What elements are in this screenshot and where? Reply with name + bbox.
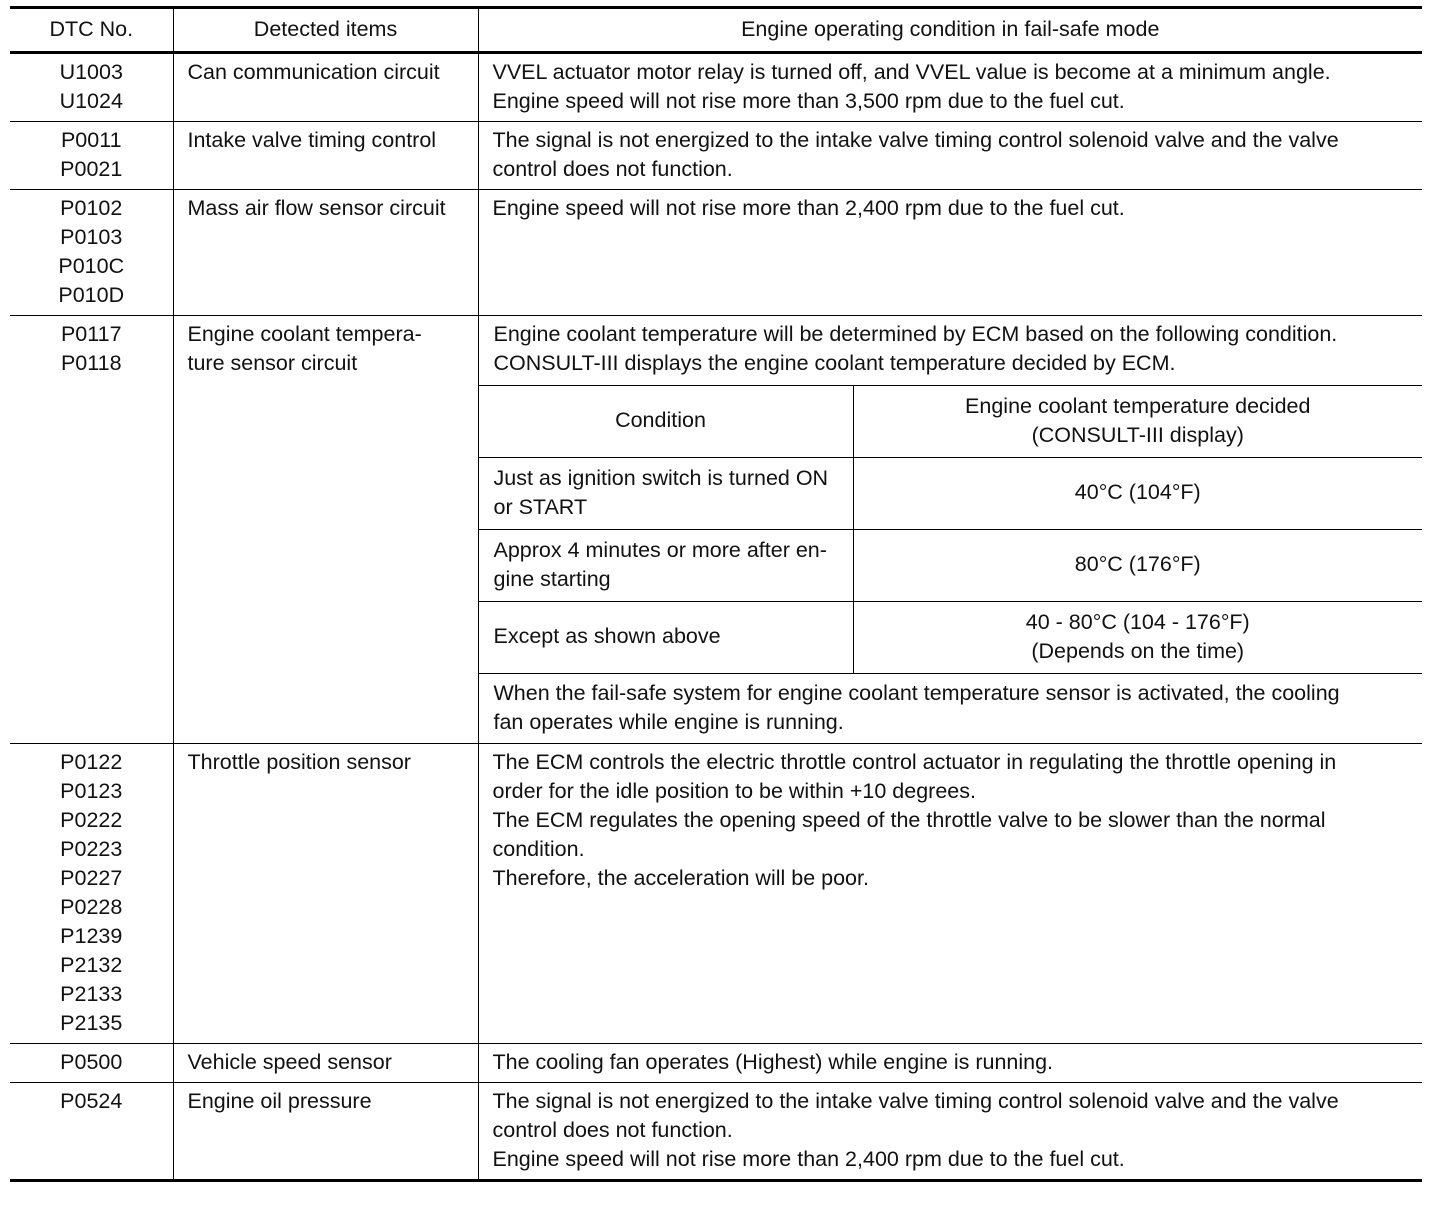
condition-line: When the fail-safe system for engine coolant temperature sensor is activated, the cooling: [493, 681, 1340, 705]
detected-item: Vehicle speed sensor: [173, 1044, 478, 1083]
subtable-decided: 80°C (176°F): [853, 530, 1422, 602]
subtable-header-line: (CONSULT-III display): [1031, 422, 1244, 447]
condition-cell: [478, 316, 1422, 744]
table-row: [10, 744, 1422, 1044]
condition-line: The ECM controls the electric throttle control actuator in regulating the throttle opening in: [492, 750, 1337, 774]
dtc-code: P2132: [60, 953, 123, 977]
dtc-cell: [10, 122, 173, 190]
dtc-code: P2133: [60, 982, 123, 1006]
dtc-code: P0227: [60, 866, 123, 890]
fail-safe-table: [10, 6, 1422, 1182]
dtc-code: P0011: [60, 128, 122, 152]
condition-line: order for the idle position to be within +10 degrees.: [492, 779, 976, 803]
dtc-code: P010C: [58, 254, 125, 278]
dtc-code: P0021: [60, 157, 123, 181]
condition-line: The signal is not energized to the intake valve timing control solenoid valve and the valve: [492, 1089, 1339, 1113]
condition-cell: [478, 190, 1422, 316]
dtc-code: P0228: [60, 895, 123, 919]
subtable-condition: Except as shown above: [479, 602, 854, 674]
dtc-cell: [10, 1044, 173, 1083]
dtc-code: P2135: [60, 1011, 123, 1035]
dtc-code: P0123: [60, 779, 123, 803]
fail-safe-document: [10, 6, 1422, 1182]
condition-line: The signal is not energized to the intake valve timing control solenoid valve and the valve: [492, 128, 1339, 152]
condition-cell: [478, 1044, 1422, 1083]
condition-line: condition.: [492, 837, 585, 861]
subtable-row: [479, 458, 1423, 530]
subtable-decided: [853, 602, 1422, 674]
dtc-code: P0122: [60, 750, 123, 774]
table-header-row: [10, 8, 1422, 53]
dtc-cell: [10, 744, 173, 1044]
dtc-code: P010D: [58, 283, 125, 307]
condition-line: Engine speed will not rise more than 2,400 rpm due to the fuel cut.: [492, 1147, 1125, 1171]
coolant-intro: [479, 316, 1423, 385]
dtc-code: P0117: [60, 322, 122, 346]
subtable-decided: 40°C (104°F): [853, 458, 1422, 530]
header-detected-items: Detected items: [173, 8, 478, 53]
dtc-cell: [10, 190, 173, 316]
dtc-code: P0102: [60, 196, 123, 220]
dtc-code: P0500: [60, 1050, 123, 1074]
subtable-condition-line: Approx 4 minutes or more after en-: [493, 537, 827, 562]
table-row: [10, 1083, 1422, 1181]
dtc-code: P0103: [60, 225, 123, 249]
dtc-code: P0524: [60, 1089, 123, 1113]
subtable-header-condition: Condition: [479, 386, 854, 458]
subtable-condition: [479, 458, 854, 530]
condition-line: VVEL actuator motor relay is turned off, and VVEL value is become at a minimum angle.: [492, 60, 1331, 84]
table-row: [10, 1044, 1422, 1083]
condition-line: control does not function.: [492, 157, 733, 181]
condition-line: The ECM regulates the opening speed of the throttle valve to be slower than the normal: [492, 808, 1326, 832]
subtable-row: [479, 530, 1423, 602]
condition-cell: [478, 744, 1422, 1044]
subtable-header-decided: [853, 386, 1422, 458]
dtc-code: P0223: [60, 837, 123, 861]
condition-line: Therefore, the acceleration will be poor.: [492, 866, 869, 890]
coolant-note: [479, 673, 1423, 743]
dtc-cell: [10, 1083, 173, 1181]
dtc-cell: [10, 316, 173, 744]
detected-item: Mass air flow sensor circuit: [173, 190, 478, 316]
detected-item: Intake valve timing control: [173, 122, 478, 190]
detected-item-line: Engine coolant tempera-: [187, 322, 422, 346]
condition-line: control does not function.: [492, 1118, 733, 1142]
condition-cell: [478, 122, 1422, 190]
table-row: [10, 190, 1422, 316]
subtable-row: [479, 602, 1423, 674]
condition-cell: [478, 1083, 1422, 1181]
dtc-cell: [10, 53, 173, 122]
condition-line: Engine speed will not rise more than 2,400 rpm due to the fuel cut.: [492, 196, 1125, 220]
condition-line: Engine coolant temperature will be determined by ECM based on the following condition.: [493, 322, 1338, 346]
subtable-decided-line: 40 - 80°C (104 - 176°F): [1025, 609, 1250, 634]
condition-line: CONSULT-III displays the engine coolant temperature decided by ECM.: [493, 351, 1176, 375]
condition-line: The cooling fan operates (Highest) while engine is running.: [492, 1050, 1054, 1074]
coolant-subtable: [479, 385, 1423, 673]
subtable-condition-line: or START: [493, 494, 588, 519]
subtable-decided-line: (Depends on the time): [1031, 638, 1245, 663]
detected-item: [173, 316, 478, 744]
dtc-code: P0118: [60, 351, 122, 375]
condition-line: fan operates while engine is running.: [493, 710, 844, 734]
table-row: [10, 122, 1422, 190]
header-condition: Engine operating condition in fail-safe mode: [478, 8, 1422, 53]
dtc-code: P1239: [60, 924, 123, 948]
table-row: [10, 316, 1422, 744]
header-dtc: DTC No.: [10, 8, 173, 53]
subtable-header-line: Engine coolant temperature decided: [965, 393, 1311, 418]
detected-item-line: ture sensor circuit: [187, 351, 358, 375]
table-row: [10, 53, 1422, 122]
dtc-code: U1024: [59, 89, 123, 113]
subtable-condition: [479, 530, 854, 602]
condition-cell: [478, 53, 1422, 122]
subtable-condition-line: gine starting: [493, 566, 611, 591]
condition-line: Engine speed will not rise more than 3,500 rpm due to the fuel cut.: [492, 89, 1125, 113]
subtable-header-row: [479, 386, 1423, 458]
dtc-code: U1003: [59, 60, 123, 84]
detected-item: Engine oil pressure: [173, 1083, 478, 1181]
dtc-code: P0222: [60, 808, 123, 832]
subtable-condition-line: Just as ignition switch is turned ON: [493, 465, 829, 490]
detected-item: Can communication circuit: [173, 53, 478, 122]
detected-item: Throttle position sensor: [173, 744, 478, 1044]
